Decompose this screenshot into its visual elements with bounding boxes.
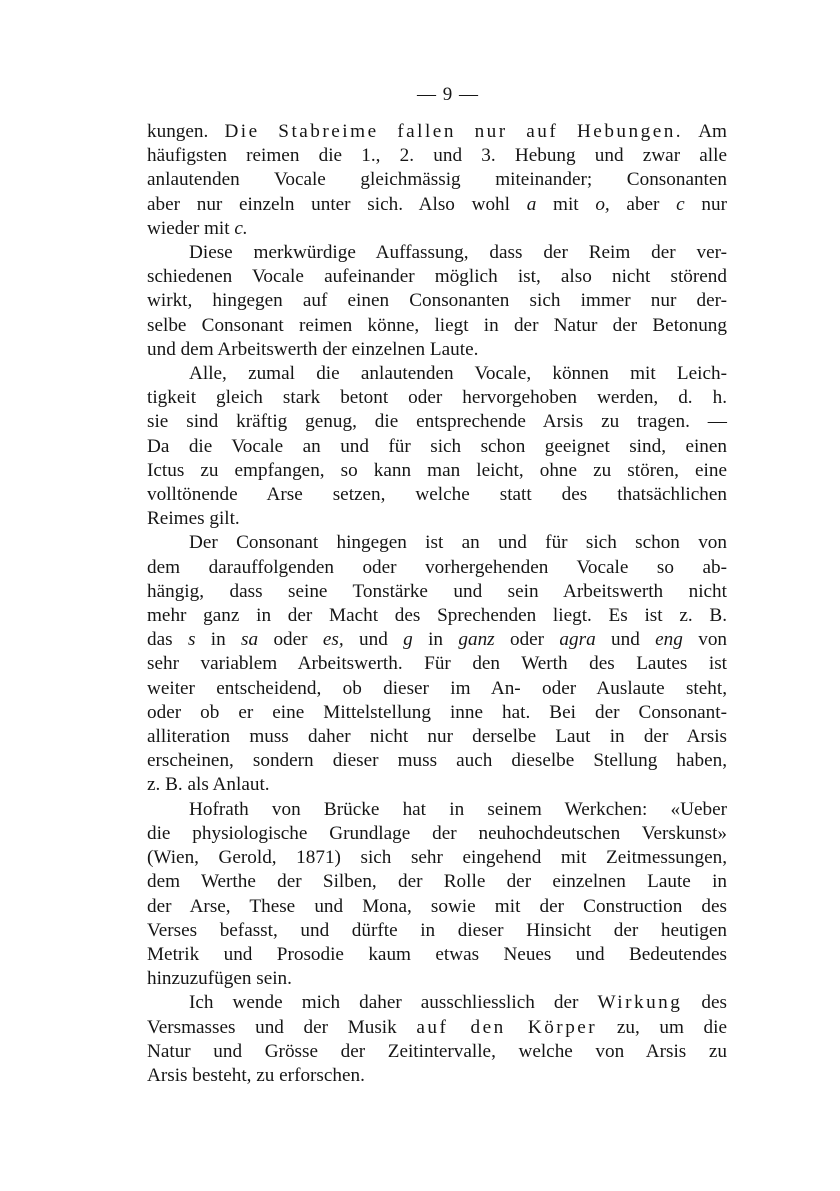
text-segment: selbe Consonant reimen könne, liegt in der Natur der Betonung [147,314,727,336]
text-line [147,289,727,313]
text-line [147,652,727,676]
text-segment: wieder mit [147,217,235,239]
text-line [147,241,727,265]
italic-symbol: c [676,193,685,215]
text-segment: dem Werthe der Silben, der Rolle der einzelnen Laute in [147,871,727,893]
text-line [147,144,727,168]
text-segment: mehr ganz in der Macht des Sprechenden liegt. Es ist z. B. [147,605,727,627]
text-segment: Der Consonant hingegen ist an und für sich schon von [189,532,727,554]
paragraph [147,531,727,797]
italic-symbol: a [526,193,537,215]
text-segment: des [682,992,728,1014]
text-line [147,749,727,773]
text-segment: aber [609,193,677,215]
text-line [147,846,727,870]
text-segment: Arsis besteht, zu erforschen. [147,1064,365,1086]
paragraph [147,991,727,1088]
text-segment: alliteration muss daher nicht nur derselbe Laut in der Arsis [147,726,727,748]
text-segment: häufigsten reimen die 1., 2. und 3. Hebung und zwar alle [147,145,727,167]
text-segment: z. B. als Anlaut. [147,774,270,796]
italic-symbol: g [403,629,413,651]
paragraph [147,798,727,992]
text-line [147,507,727,531]
text-line [147,822,727,846]
text-segment: Natur und Grösse der Zeitintervalle, welche von Arsis zu [147,1040,727,1062]
text-segment: Verses befasst, und dürfte in dieser Hinsicht der heutigen [147,919,727,941]
text-segment: oder ob er eine Mittelstellung inne hat. Bei der Consonant- [147,701,727,723]
text-line [147,943,727,967]
text-segment: dem darauffolgenden oder vorhergehenden Vocale so ab- [147,556,727,578]
text-line [147,531,727,555]
text-line [147,773,727,797]
text-line [147,193,727,217]
emphasized-text: Die Stabreime fallen nur auf Hebungen. [224,121,684,142]
text-segment: das [147,629,188,651]
text-line [147,895,727,919]
text-line [147,677,727,701]
text-line [147,725,727,749]
text-segment: hängig, dass seine Tonstärke und sein Arbeitswerth nicht [147,580,727,602]
italic-symbol: o, [595,193,610,215]
text-segment: wirkt, hingegen auf einen Consonanten sich immer nur der- [147,290,727,312]
text-segment: Ich wende mich daher ausschliesslich der [189,992,598,1014]
text-segment: der Arse, These und Mona, sowie mit der Construction des [147,895,727,917]
body-text [147,120,727,1088]
text-segment: kungen. [147,121,225,142]
text-segment: Versmasses und der Musik [147,1016,417,1038]
text-line [147,459,727,483]
text-segment: die physiologische Grundlage der neuhochdeutschen Verskunst» [147,822,727,844]
text-line [147,701,727,725]
italic-symbol: s [187,629,196,651]
text-line [147,604,727,628]
text-segment: Am [683,121,727,142]
text-segment: in [195,629,242,651]
emphasized-text: auf den Körper [416,1016,598,1038]
text-line [147,217,727,241]
text-line [147,483,727,507]
text-line [147,798,727,822]
text-segment: Ictus zu empfangen, so kann man leicht, ohne zu stören, eine [147,459,727,481]
paragraph [147,120,727,241]
text-segment: oder [494,629,560,651]
text-line [147,919,727,943]
text-segment: oder [258,629,323,651]
text-segment: nur [684,193,727,215]
text-segment: tigkeit gleich stark betont oder hervorgehoben werden, d. h. [147,387,727,409]
text-segment: anlautenden Vocale gleichmässig miteinander; Consonanten [147,169,727,191]
text-line [147,556,727,580]
italic-symbol: ganz [458,629,495,651]
text-line [147,168,727,192]
text-line [147,1064,727,1088]
text-line [147,580,727,604]
text-line [147,435,727,459]
paragraph [147,241,727,362]
italic-symbol: sa [241,629,259,651]
text-segment: Diese merkwürdige Auffassung, dass der Reim der ver- [189,242,727,264]
text-segment: zu, um die [597,1016,727,1038]
italic-symbol: es, [322,629,344,651]
text-segment: und [343,629,404,651]
emphasized-text: Wirkung [597,992,683,1014]
italic-symbol: agra [559,629,596,651]
text-segment: volltönende Arse setzen, welche statt des thatsächlichen [147,484,727,506]
text-segment: und dem Arbeitswerth der einzelnen Laute. [147,338,479,360]
text-segment: Metrik und Prosodie kaum etwas Neues und Bedeutendes [147,943,727,965]
text-line [147,870,727,894]
text-line [147,314,727,338]
text-segment: und [595,629,656,651]
text-segment: Da die Vocale an und für sich schon geeignet sind, einen [147,435,727,457]
italic-symbol: eng [655,629,683,651]
text-line [147,628,727,652]
text-segment: sehr variablem Arbeitswerth. Für den Werth des Lautes ist [147,653,727,675]
text-line [147,1016,727,1040]
text-line [147,991,727,1015]
text-segment: schiedenen Vocale aufeinander möglich ist, also nicht störend [147,266,727,288]
text-line [147,265,727,289]
text-line [147,967,727,991]
text-segment: Reimes gilt. [147,508,240,530]
text-segment: hinzuzufügen sein. [147,968,292,990]
text-line [147,120,727,144]
text-segment: in [412,629,459,651]
text-segment: aber nur einzeln unter sich. Also wohl [147,193,527,215]
text-segment: sie sind kräftig genug, die entsprechende Arsis zu tragen. — [147,411,727,433]
italic-symbol: c. [234,217,248,239]
text-segment: von [682,629,728,651]
paragraph [147,362,727,531]
text-segment: Hofrath von Brücke hat in seinem Werkchen: «Ueber [189,798,727,820]
page-number: — 9 — [417,84,479,105]
text-segment: Alle, zumal die anlautenden Vocale, können mit Leich- [189,363,727,385]
text-line [147,362,727,386]
text-line [147,410,727,434]
text-segment: mit [536,193,596,215]
text-line [147,1040,727,1064]
text-line [147,386,727,410]
text-segment: erscheinen, sondern dieser muss auch dieselbe Stellung haben, [147,750,727,772]
text-segment: (Wien, Gerold, 1871) sich sehr eingehend mit Zeitmessungen, [147,847,727,869]
text-segment: weiter entscheidend, ob dieser im An- oder Auslaute steht, [147,677,727,699]
text-line [147,338,727,362]
